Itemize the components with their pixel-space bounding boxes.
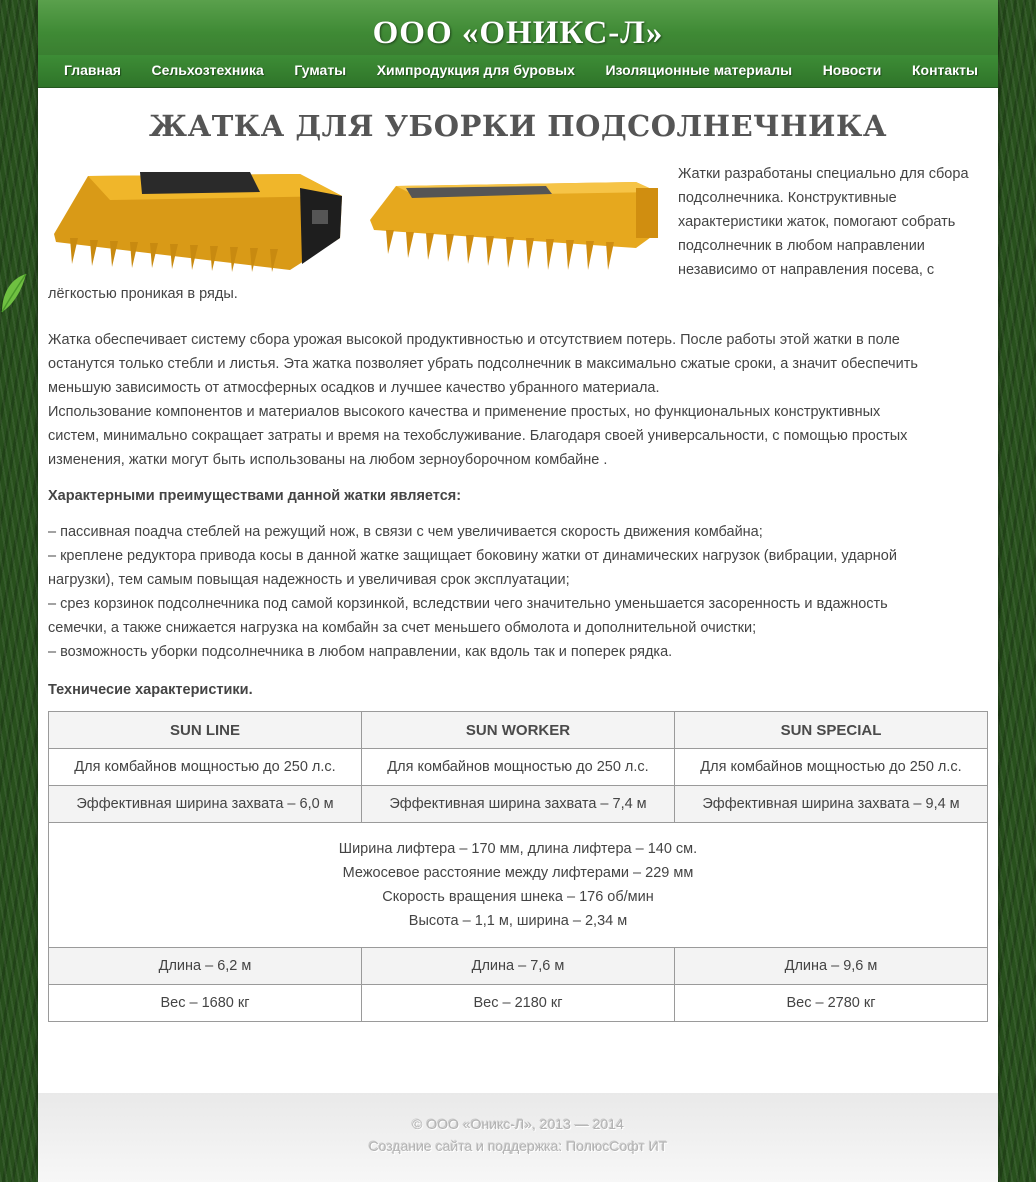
table-cell: Вес – 1680 кг <box>49 985 362 1022</box>
leaf-decoration <box>0 272 28 316</box>
table-cell: Эффективная ширина захвата – 6,0 м <box>49 786 362 823</box>
paragraph-line: Жатка обеспечивает систему сбора урожая высокой продуктивностью и отсутствием потерь. После работы этой жатки в поле <box>48 332 900 348</box>
site-header <box>38 0 998 55</box>
table-cell: Для комбайнов мощностью до 250 л.с. <box>362 749 675 786</box>
footer-credit-link[interactable]: Создание сайта и поддержка: ПолюсСофт ИТ <box>368 1138 668 1154</box>
column-header: SUN LINE <box>49 712 362 749</box>
table-cell: Длина – 6,2 м <box>49 948 362 985</box>
table-common-cell <box>49 823 988 948</box>
intro-text <box>678 162 998 282</box>
intro-line: Жатки разработаны специально для сбора <box>678 166 969 182</box>
common-spec-line: Межосевое расстояние между лифтерами – 229 мм <box>342 865 694 881</box>
advantages-heading: Характерными преимуществами данной жатки является: <box>48 488 462 504</box>
table-cell: Длина – 7,6 м <box>362 948 675 985</box>
table-row <box>49 985 988 1022</box>
nav-item-news[interactable]: Новости <box>822 62 882 78</box>
nav-item-insulation[interactable]: Изоляционные материалы <box>605 62 793 78</box>
list-item: нагрузки), тем самым повыщая надежность и увеличивая срок эксплуатации; <box>48 572 570 588</box>
footer-copyright: © ООО «Оникс-Л», 2013 — 2014 <box>412 1116 624 1132</box>
paragraph-line: Использование компонентов и материалов высокого качества и применение простых, но функциональных конструктивных <box>48 404 881 420</box>
table-row <box>49 749 988 786</box>
common-spec-line: Высота – 1,1 м, ширина – 2,34 м <box>408 913 628 929</box>
column-header: SUN SPECIAL <box>675 712 988 749</box>
common-spec-line: Ширина лифтера – 170 мм, длина лифтера – 140 см. <box>338 841 698 857</box>
paragraph-line: останутся только стебли и листья. Эта жатка позволяет убрать подсолнечник в максимально сжатые сроки, а значит обеспечить <box>48 356 918 372</box>
main-content <box>38 88 998 1022</box>
main-nav <box>38 55 998 88</box>
nav-item-contacts[interactable]: Контакты <box>911 62 978 78</box>
list-item: – пассивная поадча стеблей на режущий нож, в связи с чем увеличивается скорость движения комбайна; <box>48 524 763 540</box>
site-footer <box>38 1093 998 1182</box>
table-cell: Эффективная ширина захвата – 7,4 м <box>362 786 675 823</box>
table-cell: Для комбайнов мощностью до 250 л.с. <box>675 749 988 786</box>
nav-item-humates[interactable]: Гуматы <box>294 62 347 78</box>
page-container <box>38 0 998 1182</box>
table-cell: Вес – 2780 кг <box>675 985 988 1022</box>
header-machine-image-2 <box>366 170 662 278</box>
list-item: – креплене редуктора привода косы в данной жатке защищает боковину жатки от динамических нагрузок (вибрации, ударной <box>48 548 897 564</box>
common-spec-line: Скорость вращения шнека – 176 об/мин <box>382 889 654 905</box>
intro-last-line: лёгкостью проникая в ряды. <box>48 286 238 302</box>
table-cell: Эффективная ширина захвата – 9,4 м <box>675 786 988 823</box>
intro-line: независимо от направления посева, с <box>678 262 935 278</box>
list-item: семечки, а также снижается нагрузка на комбайн за счет меньшего обмолота и дополнительной очистки; <box>48 620 757 636</box>
table-cell: Вес – 2180 кг <box>362 985 675 1022</box>
nav-item-agri-machinery[interactable]: Сельхозтехника <box>151 62 264 78</box>
site-title[interactable]: ООО «ОНИКС-Л» <box>372 15 664 51</box>
table-header-row <box>49 712 988 749</box>
advantages-list <box>48 520 988 664</box>
table-row <box>49 948 988 985</box>
list-item: – срез корзинок подсолнечника под самой корзинкой, вследствии чего значительно уменьшается засоренность и вдажность <box>48 596 888 612</box>
list-item: – возможность уборки подсолнечника в любом направлении, как вдоль так и поперек рядка. <box>48 644 673 660</box>
intro-line: подсолнечник в любом направлении <box>678 238 925 254</box>
paragraph-line: систем, минимально сокращает затраты и время на техобслуживание. Благодаря своей универсальности, с помощью простых <box>48 428 908 444</box>
column-header: SUN WORKER <box>362 712 675 749</box>
description-paragraph <box>48 328 988 472</box>
nav-item-drilling-chemicals[interactable]: Химпродукция для буровых <box>376 62 575 78</box>
paragraph-line: меньшую зависимость от атмосферных осадков и лучшее качество убранного материала. <box>48 380 660 396</box>
table-row <box>49 786 988 823</box>
paragraph-line: изменения, жатки могут быть использованы на любом зерноуборочном комбайне . <box>48 452 608 468</box>
intro-line: характеристики жаток, помогают собрать <box>678 214 956 230</box>
nav-item-home[interactable]: Главная <box>64 62 121 78</box>
header-machine-image-1 <box>50 168 346 276</box>
table-cell: Длина – 9,6 м <box>675 948 988 985</box>
table-row <box>49 823 988 948</box>
table-cell: Для комбайнов мощностью до 250 л.с. <box>49 749 362 786</box>
page-title: ЖАТКА ДЛЯ УБОРКИ ПОДСОЛНЕЧНИКА <box>149 109 887 143</box>
spec-table <box>48 711 988 1022</box>
tech-specs-heading: Техничесие характеристики. <box>48 682 253 698</box>
intro-line: подсолнечника. Конструктивные <box>678 190 897 206</box>
intro-block <box>48 162 988 314</box>
